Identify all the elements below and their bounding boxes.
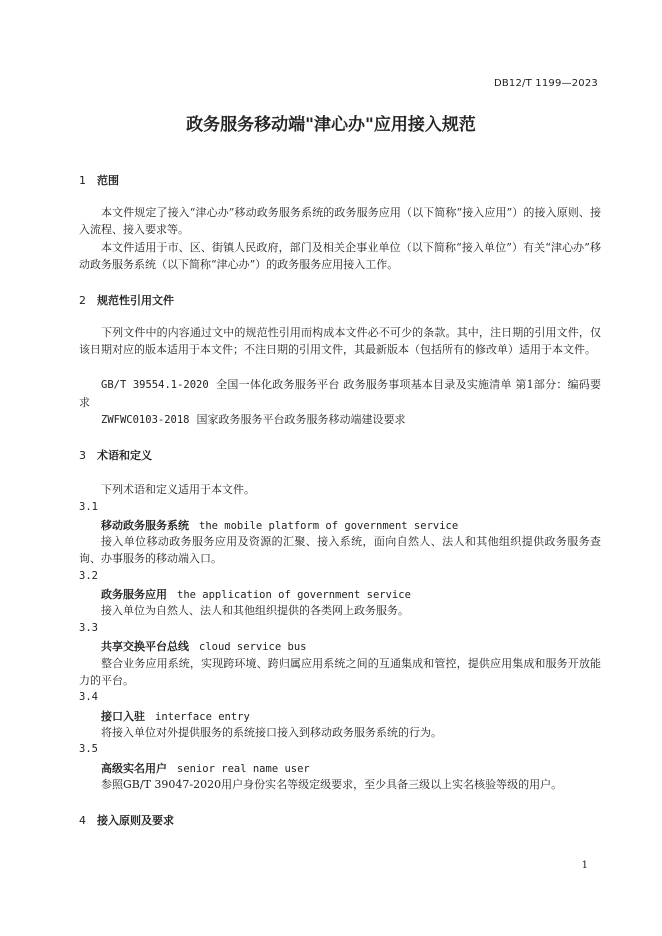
section-1-heading bbox=[79, 172, 119, 188]
section-title: 范围 bbox=[97, 174, 119, 187]
term-english: the mobile platform of government service bbox=[199, 520, 459, 532]
section-1-paragraph-1: 本文件规定了接入“津心办”移动政务服务系统的政务服务应用（以下简称“接入应用”）的接入原则、接入流程、接入要求等。 bbox=[79, 206, 601, 237]
term-english: interface entry bbox=[155, 711, 250, 723]
section-number: 2 bbox=[79, 294, 86, 307]
section-number: 4 bbox=[79, 814, 86, 827]
reference-code: ZWFWC0103-2018 bbox=[101, 414, 190, 426]
term-heading bbox=[101, 517, 458, 533]
section-title: 接入原则及要求 bbox=[97, 814, 174, 827]
term-number: 3.5 bbox=[79, 743, 98, 755]
section-number: 3 bbox=[79, 449, 86, 462]
term-definition: 接入单位移动政务服务应用及资源的汇聚、接入系统，面向自然人、法人和其他组织提供政务服务查询、办事服务的移动端入口。 bbox=[79, 535, 601, 566]
standard-code: DB12/T 1199—2023 bbox=[493, 78, 598, 89]
term-english: the application of government service bbox=[177, 589, 411, 601]
term-chinese: 移动政务服务系统 bbox=[101, 519, 189, 532]
reference-title: 全国一体化政务服务平台 政务服务事项基本目录及实施清单 第1部分：编码要求 bbox=[79, 378, 602, 410]
section-title: 术语和定义 bbox=[97, 449, 152, 462]
section-3-heading bbox=[79, 447, 152, 463]
term-heading bbox=[101, 760, 310, 776]
term-number: 3.4 bbox=[79, 691, 98, 703]
term-number: 3.3 bbox=[79, 622, 98, 634]
term-number: 3.2 bbox=[79, 570, 98, 582]
reference-2 bbox=[79, 411, 601, 429]
term-definition: 参照GB/T 39047-2020用户身份实名等级定级要求，至少具备三级以上实名核验等级的用户。 bbox=[101, 778, 563, 791]
reference-1 bbox=[79, 376, 601, 412]
section-1-paragraph-2: 本文件适用于市、区、街镇人民政府，部门及相关企事业单位（以下简称“接入单位”）有关“津心办”移动政务服务系统（以下简称“津心办”）的政务服务应用接入工作。 bbox=[79, 241, 601, 272]
document-title: 政务服务移动端"津心办"应用接入规范 bbox=[186, 115, 476, 135]
section-4-heading bbox=[79, 812, 174, 828]
term-heading bbox=[101, 586, 411, 602]
section-title: 规范性引用文件 bbox=[97, 294, 174, 307]
term-number: 3.1 bbox=[79, 501, 98, 513]
term-chinese: 政务服务应用 bbox=[101, 588, 167, 601]
reference-title: 国家政务服务平台政务服务移动端建设要求 bbox=[196, 413, 406, 426]
term-heading bbox=[101, 638, 306, 654]
term-definition: 接入单位为自然人、法人和其他组织提供的各类网上政务服务。 bbox=[101, 604, 409, 617]
section-2-paragraph-1: 下列文件中的内容通过文中的规范性引用而构成本文件必不可少的条款。其中，注日期的引用文件，仅该日期对应的版本适用于本文件；不注日期的引用文件，其最新版本（包括所有的修改单）适用于本文件。 bbox=[79, 326, 601, 357]
page-number: 1 bbox=[581, 860, 588, 871]
term-definition: 将接入单位对外提供服务的系统接口接入到移动政务服务系统的行为。 bbox=[101, 726, 442, 739]
section-3-intro: 下列术语和定义适用于本文件。 bbox=[101, 483, 255, 496]
term-chinese: 接口入驻 bbox=[101, 710, 145, 723]
reference-code: GB/T 39554.1-2020 bbox=[101, 379, 209, 391]
term-english: senior real name user bbox=[177, 763, 310, 775]
section-number: 1 bbox=[79, 174, 86, 187]
term-chinese: 高级实名用户 bbox=[101, 762, 167, 775]
term-definition: 整合业务应用系统，实现跨环境、跨归属应用系统之间的互通集成和管控，提供应用集成和服务开放能力的平台。 bbox=[79, 657, 601, 688]
term-chinese: 共享交换平台总线 bbox=[101, 640, 189, 653]
section-2-heading bbox=[79, 292, 174, 308]
term-english: cloud service bus bbox=[199, 641, 307, 653]
term-heading bbox=[101, 708, 250, 724]
